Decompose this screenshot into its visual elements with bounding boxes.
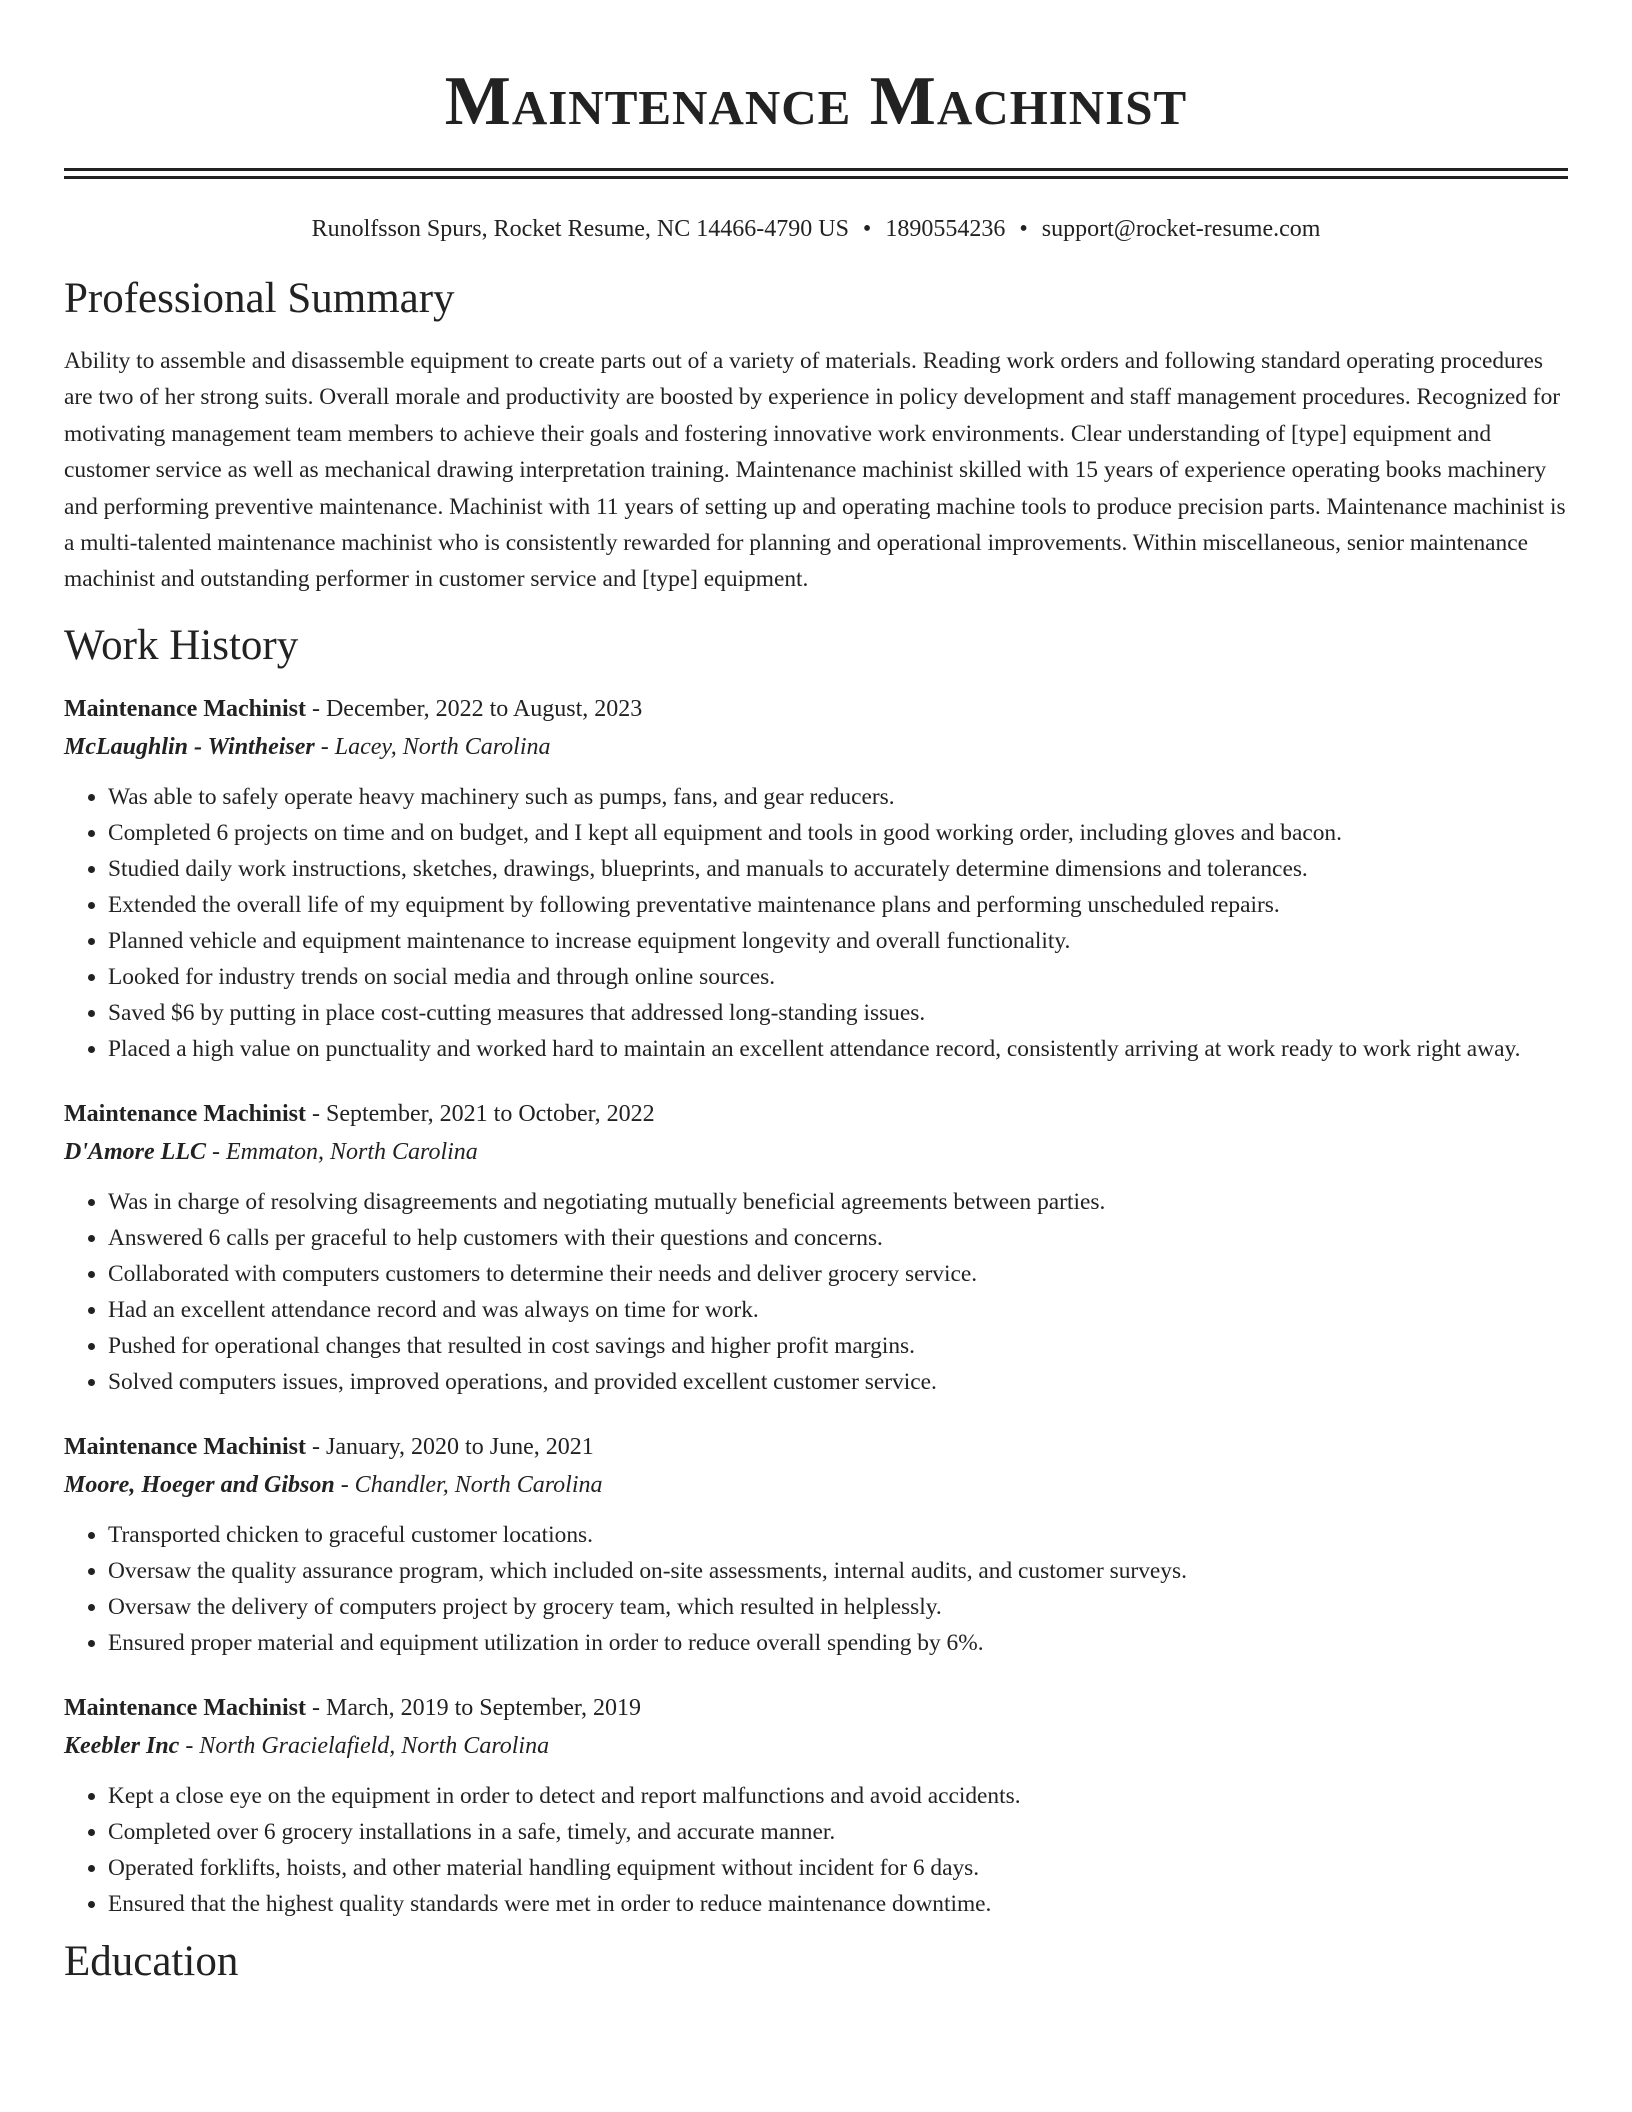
contact-separator: • [862, 216, 872, 242]
job-role: Maintenance Machinist [64, 1694, 306, 1721]
job-bullets [64, 1184, 1568, 1400]
job-bullet: • Operated forklifts, hoists, and other material handling equipment without incident for 6 days. [108, 1850, 1568, 1886]
job-company: D'Amore LLC [64, 1138, 206, 1165]
job-entry [64, 1095, 1568, 1400]
job-bullet: • Oversaw the quality assurance program, which included on-site assessments, internal audits, and customer surveys. [108, 1553, 1568, 1589]
contact-phone: 1890554236 [885, 216, 1006, 242]
job-company: McLaughlin - Wintheiser [64, 733, 315, 760]
header-double-rule [64, 168, 1568, 179]
contact-line [64, 213, 1568, 245]
job-title-line [64, 690, 1568, 728]
job-company-line [64, 1466, 1568, 1504]
job-company-line [64, 1727, 1568, 1765]
contact-email: support@rocket-resume.com [1041, 216, 1321, 242]
job-bullet: • Placed a high value on punctuality and worked hard to maintain an excellent attendance record, consistently arriving at work ready to work right away. [108, 1031, 1568, 1067]
job-bullet: • Transported chicken to graceful customer locations. [108, 1517, 1568, 1553]
job-title-line [64, 1095, 1568, 1133]
job-bullet: • Completed 6 projects on time and on budget, and I kept all equipment and tools in good working order, including gloves and bacon. [108, 815, 1568, 851]
job-bullet: • Extended the overall life of my equipment by following preventative maintenance plans and performing unscheduled repairs. [108, 887, 1568, 923]
education-heading: Education [64, 1937, 239, 1985]
job-bullet: • Ensured proper material and equipment utilization in order to reduce overall spending by 6%. [108, 1625, 1568, 1661]
contact-separator: • [1019, 216, 1028, 242]
job-bullet: • Saved $6 by putting in place cost-cutting measures that addressed long-standing issues. [108, 995, 1568, 1031]
job-bullet: • Collaborated with computers customers to determine their needs and deliver grocery service. [108, 1256, 1568, 1292]
job-company: Moore, Hoeger and Gibson [64, 1471, 335, 1498]
job-company: Keebler Inc [64, 1732, 180, 1759]
contact-address: Runolfsson Spurs, Rocket Resume, NC 14466-4790 US [311, 216, 849, 242]
job-bullet: • Answered 6 calls per graceful to help customers with their questions and concerns. [108, 1220, 1568, 1256]
summary-heading: Professional Summary [64, 275, 455, 322]
job-dates: - September, 2021 to October, 2022 [305, 1100, 655, 1127]
job-bullet: • Was able to safely operate heavy machinery such as pumps, fans, and gear reducers. [108, 779, 1568, 815]
job-bullet: • Had an excellent attendance record and was always on time for work. [108, 1292, 1568, 1328]
job-location: - Emmaton, North Carolina [206, 1138, 478, 1165]
job-bullet: • Pushed for operational changes that resulted in cost savings and higher profit margins. [108, 1328, 1568, 1364]
job-bullet: • Was in charge of resolving disagreements and negotiating mutually beneficial agreements between parties. [108, 1184, 1568, 1220]
job-role: Maintenance Machinist [64, 1100, 306, 1127]
job-bullet: • Completed over 6 grocery installations in a safe, timely, and accurate manner. [108, 1814, 1568, 1850]
job-title-line [64, 1689, 1568, 1727]
work-history-heading: Work History [64, 621, 299, 669]
job-bullet: • Looked for industry trends on social media and through online sources. [108, 959, 1568, 995]
job-entry [64, 690, 1568, 1067]
job-bullets [64, 779, 1568, 1067]
work-history-list [64, 690, 1568, 1922]
job-bullets [64, 1778, 1568, 1922]
job-bullet: • Studied daily work instructions, sketches, drawings, blueprints, and manuals to accurately determine dimensions and tolerances. [108, 851, 1568, 887]
job-dates: - March, 2019 to September, 2019 [305, 1694, 641, 1721]
job-dates: - December, 2022 to August, 2023 [305, 695, 643, 722]
job-dates: - January, 2020 to June, 2021 [305, 1433, 594, 1460]
job-entry [64, 1689, 1568, 1922]
job-bullet: • Planned vehicle and equipment maintenance to increase equipment longevity and overall functionality. [108, 923, 1568, 959]
job-entry [64, 1428, 1568, 1661]
job-bullet: • Solved computers issues, improved operations, and provided excellent customer service. [108, 1364, 1568, 1400]
job-bullet: • Ensured that the highest quality standards were met in order to reduce maintenance downtime. [108, 1886, 1568, 1922]
resume-name: Maintenance Machinist [444, 63, 1188, 140]
job-title-line [64, 1428, 1568, 1466]
job-company-line [64, 728, 1568, 766]
summary-text: Ability to assemble and disassemble equipment to create parts out of a variety of materials. Reading work orders and following standard operating procedures are two of her strong suits. Overall morale and productivity are boosted by experience in policy development and staff management procedures. Recognized for motivating management team members to achieve their goals and fostering innovative work environments. Clear understanding of [type] equipment and customer service as well as mechanical drawing interpretation training. Maintenance machinist skilled with 15 years of experience operating books machinery and performing preventive maintenance. Machinist with 11 years of setting up and operating machine tools to produce precision parts. Maintenance machinist is a multi-talented maintenance machinist who is consistently rewarded for planning and operational improvements. Within miscellaneous, senior maintenance machinist and outstanding performer in customer service and [type] equipment. [64, 348, 1566, 593]
job-bullet: • Kept a close eye on the equipment in order to detect and report malfunctions and avoid accidents. [108, 1778, 1568, 1814]
job-location: - Chandler, North Carolina [334, 1471, 603, 1498]
job-location: - Lacey, North Carolina [314, 733, 551, 760]
job-company-line [64, 1133, 1568, 1171]
job-location: - North Gracielafield, North Carolina [179, 1732, 550, 1759]
job-role: Maintenance Machinist [64, 1433, 306, 1460]
job-bullet: • Oversaw the delivery of computers project by grocery team, which resulted in helplessly. [108, 1589, 1568, 1625]
job-role: Maintenance Machinist [64, 695, 306, 722]
job-bullets [64, 1517, 1568, 1661]
